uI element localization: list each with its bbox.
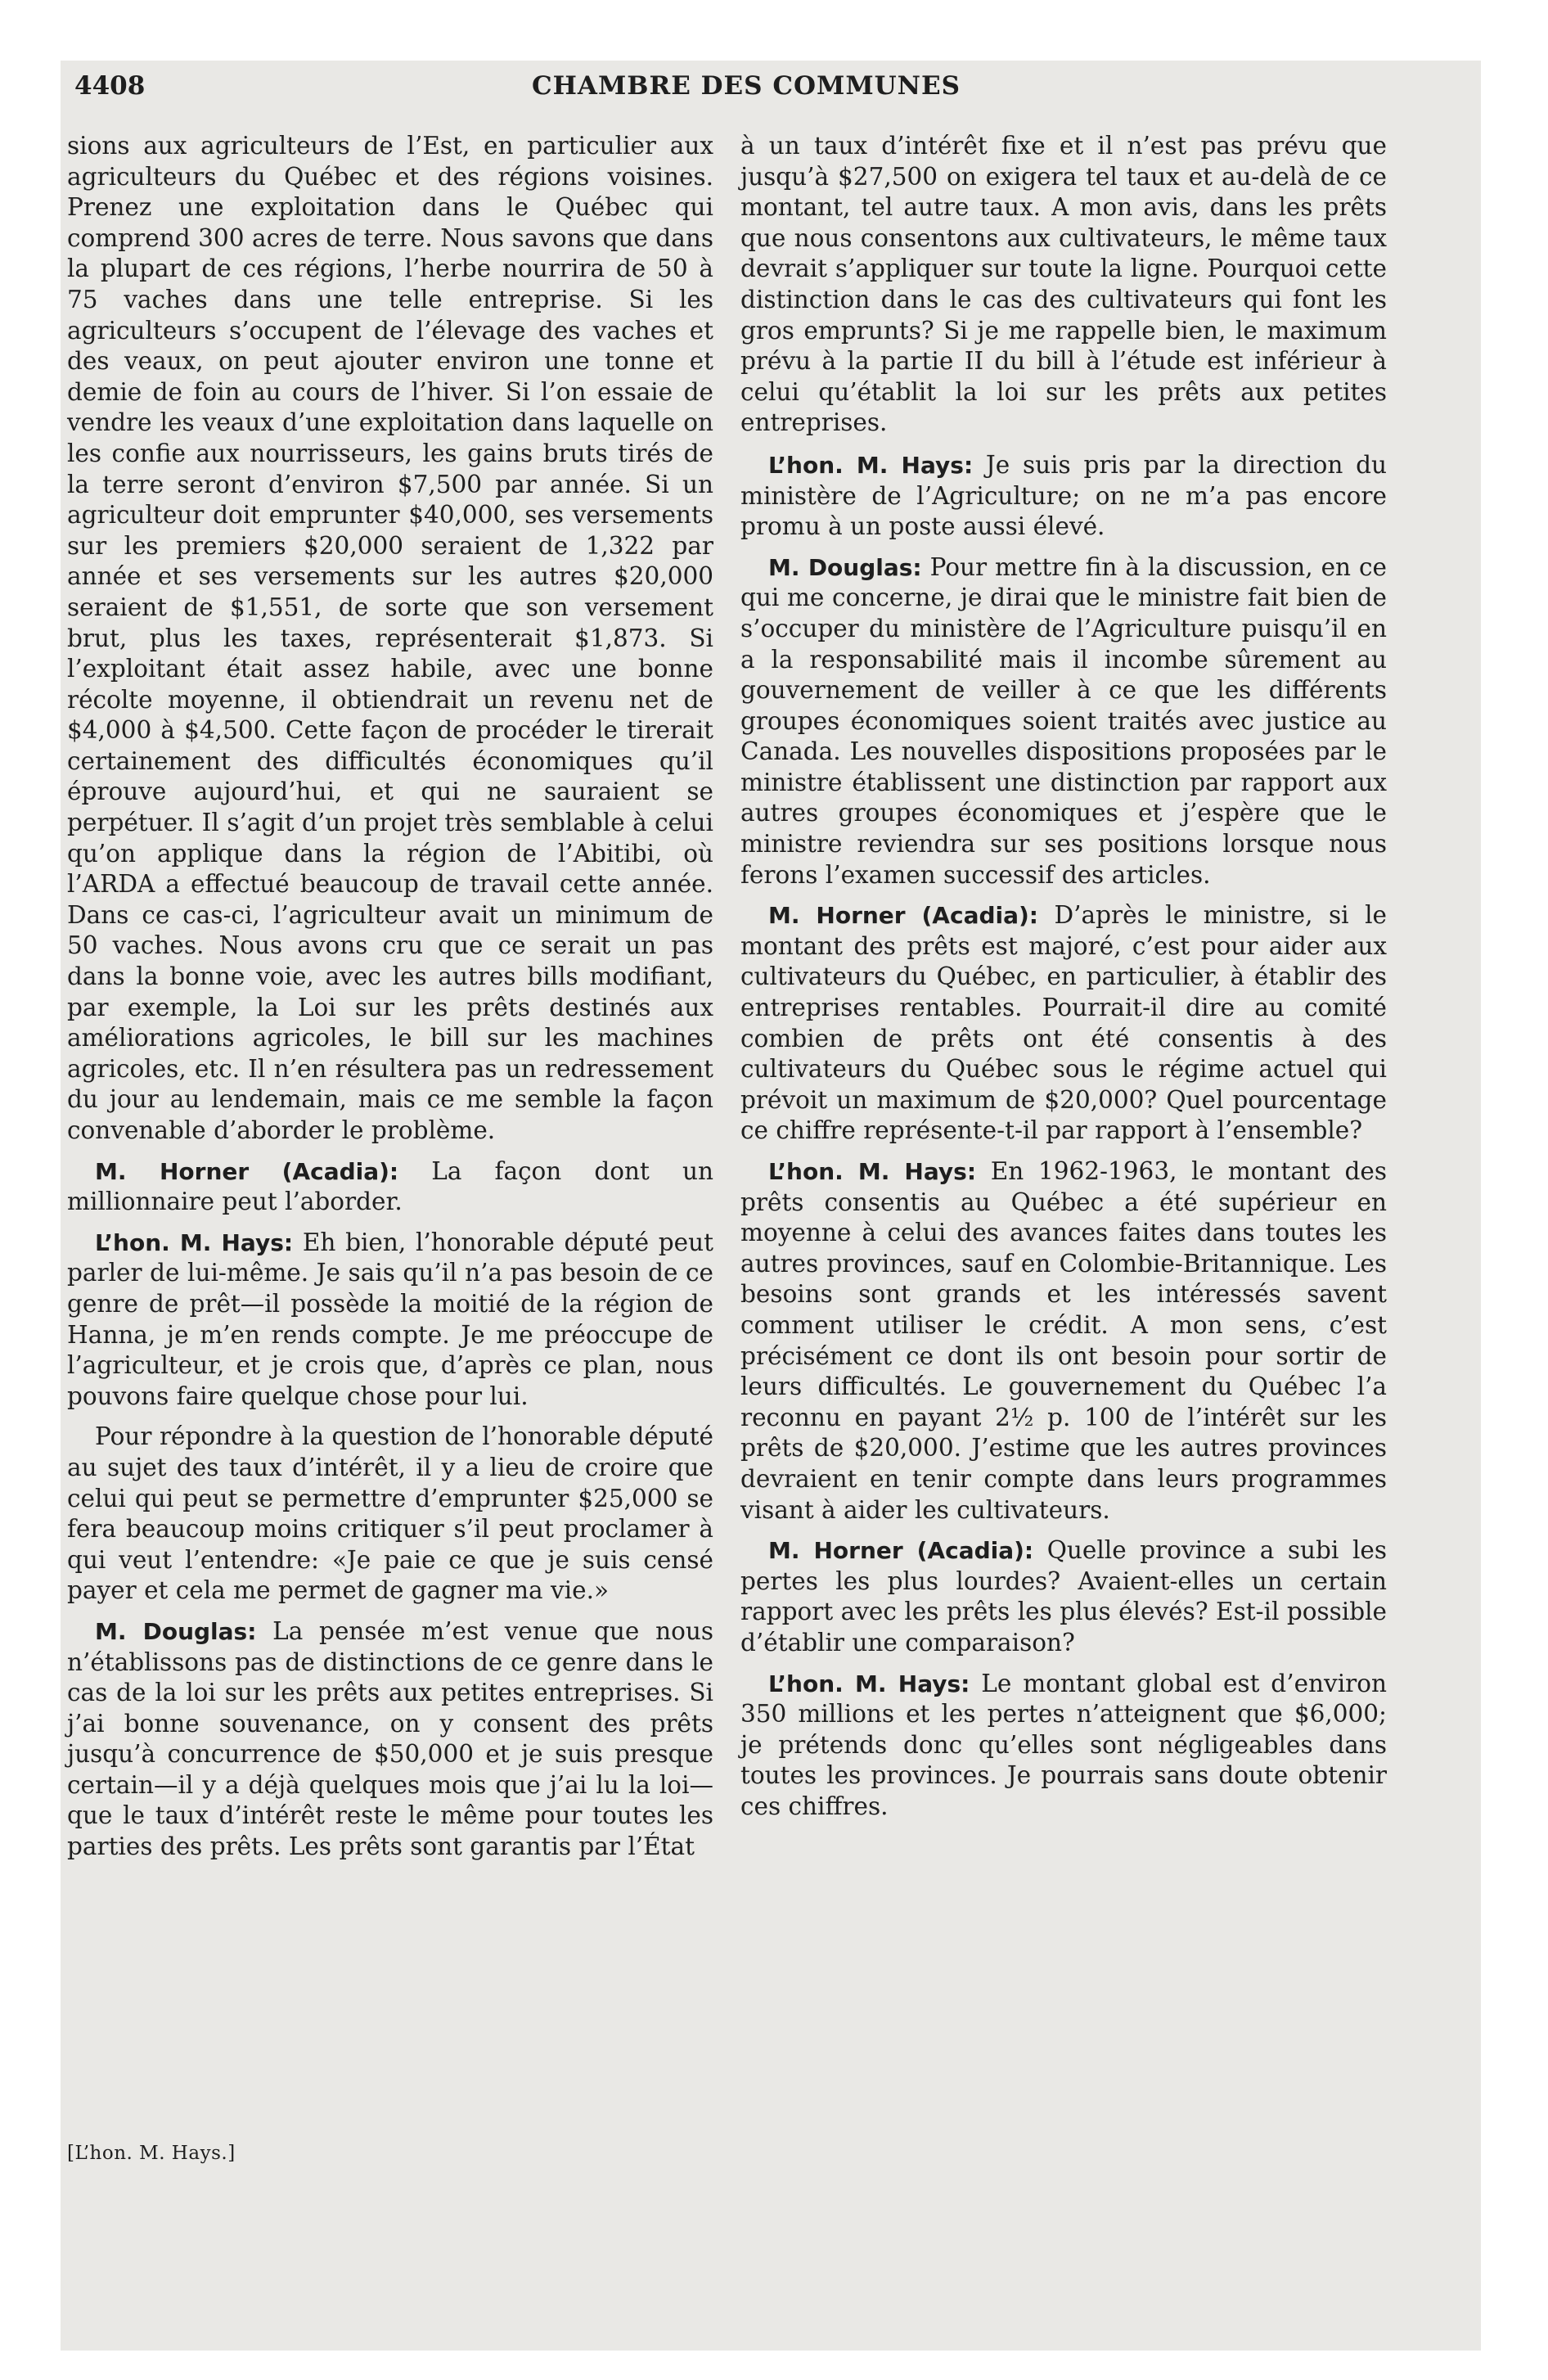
speaker-name: M. Horner (Acadia): bbox=[768, 902, 1038, 930]
speech-text: Je suis pris par la direction du ministère de l’Agriculture; on ne m’a pas encore promu à un poste aussi élevé. bbox=[740, 450, 1388, 541]
speaker-name: M. Horner (Acadia): bbox=[95, 1157, 399, 1185]
speaker-name: L’hon. M. Hays: bbox=[768, 1158, 977, 1185]
speech-hays bbox=[740, 450, 1387, 543]
speech-text: En 1962-1963, le montant des prêts consentis au Québec a été supérieur en moyenne à celui des avances faites dans toutes les autres provinces, sauf en Colombie-Britannique. Les besoins sont grands et les intéressés savent comment utiliser le crédit. A mon sens, c’est précisément ce dont ils ont besoin pour sortir de leurs difficultés. Le gouvernement du Québec l’a reconnu en payant 2½ p. 100 de l’intérêt sur les prêts de $20,000. J’estime que les autres provinces devraient en tenir compte dans leurs programmes visant à aider les cultivateurs. bbox=[740, 1157, 1387, 1524]
speech-text: La façon dont un millionnaire peut l’aborder. bbox=[67, 1156, 713, 1216]
speaker-name: M. Horner (Acadia): bbox=[768, 1537, 1034, 1565]
page-title: CHAMBRE DES COMMUNES bbox=[531, 71, 961, 101]
speech-text: Eh bien, l’honorable député peut parler de lui-même. Je sais qu’il n’a pas besoin de ce genre de prêt—il possède la moitié de la région de Hanna, je m’en rends compte. Je me préoccupe de l’agriculteur, et je crois que, d’après ce plan, nous pouvons faire quelque chose pour lui. bbox=[67, 1228, 713, 1410]
footer-speaker-reference: [L’hon. M. Hays.] bbox=[67, 2143, 236, 2164]
speech-text: Le montant global est d’environ 350 millions et les pertes n’atteignent que $6,000; je prétends donc qu’elles sont négligeables dans toutes les provinces. Je pourrais sans doute obtenir ces chiffres. bbox=[740, 1669, 1387, 1820]
speech-douglas bbox=[67, 1616, 713, 1863]
speech-douglas bbox=[740, 552, 1387, 891]
speech-hays bbox=[740, 1156, 1387, 1526]
speech-hays bbox=[740, 1669, 1387, 1823]
page-number: 4408 bbox=[74, 71, 146, 101]
speaker-name: L’hon. M. Hays: bbox=[768, 451, 974, 479]
speaker-name: L’hon. M. Hays: bbox=[768, 1670, 970, 1697]
speech-text: Pour mettre fin à la discussion, en ce qui me concerne, je dirai que le ministre fait bien de s’occuper du ministère de l’Agriculture puisqu’il en a la responsabilité mais il incombe sûrement au gouvernement de veiller à ce que les différents groupes économiques soient traités avec justice au Canada. Les nouvelles dispositions proposées par le ministre établissent une distinction par rapport aux autres groupes économiques et j’espère que le ministre reviendra sur ses positions lorsque nous ferons l’examen successif des articles. bbox=[740, 552, 1387, 889]
speech-text: La pensée m’est venue que nous n’établissons pas de distinctions de ce genre dans le cas de la loi sur les prêts aux petites entreprises. Si j’ai bonne souvenance, on y consent des prêts jusqu’à concurrence de $50,000 et je suis presque certain—il y a déjà quelques mois que j’ai lu la loi—que le taux d’intérêt reste le même pour toutes les parties des prêts. Les prêts sont garantis par l’État bbox=[67, 1616, 713, 1861]
paragraph: Pour répondre à la question de l’honorable député au sujet des taux d’intérêt, il y a lieu de croire que celui qui peut se permettre d’emprunter $25,000 se fera beaucoup moins critiquer s’il peut proclamer à qui veut l’entendre: «Je paie ce que je suis censé payer et cela me permet de gagner ma vie.» bbox=[67, 1422, 713, 1605]
left-column bbox=[67, 131, 713, 1873]
right-column bbox=[740, 131, 1387, 1832]
speaker-name: L’hon. M. Hays: bbox=[95, 1228, 294, 1256]
speech-horner bbox=[67, 1156, 713, 1218]
speaker-name: M. Douglas: bbox=[768, 553, 922, 581]
paragraph: à un taux d’intérêt fixe et il n’est pas prévu que jusqu’à $27,500 on exigera tel taux et au-delà de ce montant, tel autre taux. A mon avis, dans les prêts que nous consentons aux cultivateurs, le même taux devrait s’appliquer sur toute la ligne. Pourquoi cette distinction dans le cas des cultivateurs qui font les gros emprunts? Si je me rappelle bien, le maximum prévu à la partie II du bill à l’étude est inférieur à celui qu’établit la loi sur les prêts aux petites entreprises. bbox=[740, 132, 1387, 437]
paragraph: sions aux agriculteurs de l’Est, en particulier aux agriculteurs du Québec et des régions voisines. Prenez une exploitation dans le Québec qui comprend 300 acres de terre. Nous savons que dans la plupart de ces régions, l’herbe nourrira de 50 à 75 vaches dans une telle entreprise. Si les agriculteurs s’occupent de l’élevage des vaches et des veaux, on peut ajouter environ une tonne et demie de foin au cours de l’hiver. Si l’on essaie de vendre les veaux d’une exploitation dans laquelle on les confie aux nourrisseurs, les gains bruts tirés de la terre seront d’environ $7,500 par année. Si un agriculteur doit emprunter $40,000, ses versements sur les premiers $20,000 seraient de 1,322 par année et ses versements sur les autres $20,000 seraient de $1,551, de sorte que son versement brut, plus les taxes, représenterait $1,873. Si l’exploitant était assez habile, avec une bonne récolte moyenne, il obtiendrait un revenu net de $4,000 à $4,500. Cette façon de procéder le tirerait certainement des difficultés économiques qu’il éprouve aujourd’hui, et qui ne sauraient se perpétuer. Il s’agit d’un projet très semblable à celui qu’on applique dans la région de l’Abitibi, où l’ARDA a effectué beaucoup de travail cette année. Dans ce cas-ci, l’agriculteur avait un minimum de 50 vaches. Nous avons cru que ce serait un pas dans la bonne voie, avec les autres bills modifiant, par exemple, la Loi sur les prêts destinés aux améliorations agricoles, le bill sur les machines agricoles, etc. Il n’en résultera pas un redressement du jour au lendemain, mais ce me semble la façon convenable d’aborder le problème. bbox=[67, 132, 713, 1144]
speech-horner bbox=[740, 900, 1387, 1147]
speech-hays bbox=[67, 1228, 713, 1413]
speaker-name: M. Douglas: bbox=[95, 1617, 257, 1645]
speech-horner bbox=[740, 1535, 1387, 1658]
speech-text: D’après le ministre, si le montant des prêts est majoré, c’est pour aider aux cultivateurs du Québec, en particulier, à établir des entreprises rentables. Pourrait-il dire au comité combien de prêts ont été consentis à des cultivateurs du Québec sous le régime actuel qui prévoit un maximum de $20,000? Quel pourcentage ce chiffre représente-t-il par rapport à l’ensemble? bbox=[740, 901, 1387, 1145]
page-header bbox=[74, 71, 1418, 112]
speech-text: Quelle province a subi les pertes les plus lourdes? Avaient-elles un certain rapport avec les prêts les plus élevés? Est-il possible d’établir une comparaison? bbox=[740, 1536, 1387, 1657]
